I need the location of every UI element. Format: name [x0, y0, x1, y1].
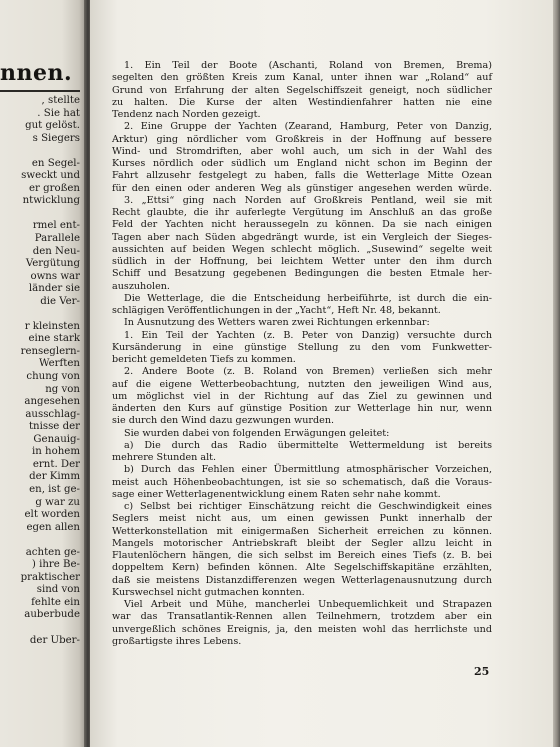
text-line: Fahrt allzusehr festgelegt zu haben, falls die Wetterlage Mitte Ozean — [112, 170, 492, 182]
text-line: Wetterkonstellation mit einigermaßen Sicherheit erreichen zu können. — [112, 525, 492, 537]
left-page-line — [0, 145, 80, 158]
text-line: Mangels motorischer Antriebskraft bleibt der Segler allzu leicht in — [112, 537, 492, 549]
left-page-line: Vergütung — [25, 258, 80, 270]
text-line: Sie wurden dabei von folgenden Erwägungen geleitet: — [124, 427, 390, 439]
text-line: Kursänderung in eine günstige Stellung zu den vom Funkwetter- — [112, 341, 492, 353]
left-page-line: sweckt und — [21, 170, 80, 182]
left-page-line: , stellte — [41, 95, 80, 106]
left-page-line: en Segel- — [31, 157, 80, 169]
left-page-line: ) ihre Be- — [31, 559, 80, 571]
left-page-line: Werften — [39, 358, 80, 370]
left-page-line: der Kimm — [29, 471, 80, 483]
left-page-line: egen allen — [26, 521, 80, 533]
text-line: 3. „Ettsi“ ging nach Norden auf Großkreis Pentland, weil sie mit — [124, 194, 492, 206]
left-page-line: Genauig- — [33, 433, 80, 445]
left-page-line: auberbude — [24, 609, 80, 621]
heading-rule — [0, 90, 80, 92]
text-line: aussichten auf beiden Wegen schlecht möglich. „Susewind“ segelte weit — [112, 243, 492, 255]
left-page-line: länder sie — [28, 283, 80, 295]
left-page-line: eine stark — [28, 333, 80, 345]
left-page-line: ausschlag- — [25, 408, 80, 420]
text-line: a) Die durch das Radio übermittelte Wettermeldung ist bereits — [124, 439, 492, 451]
text-line: Feld der Yachten nicht heraussegeln zu können. Da sie nach einigen — [112, 219, 492, 231]
left-page-line: ntwicklung — [22, 195, 80, 207]
left-page-line: ernt. Der — [32, 458, 80, 470]
text-line: In Ausnutzung des Wetters waren zwei Richtungen erkennbar: — [124, 317, 430, 329]
text-line: unvergeßlich schönes Ereignis, ja, den meisten wohl das herrlichste und — [112, 623, 492, 635]
left-page-line: s Siegers — [32, 132, 80, 144]
text-line: südlich in der Hoffnung, bei leichtem Wetter unter den ihm durch — [112, 256, 492, 267]
left-page-line: owns war — [30, 270, 80, 282]
text-line: auf die eigene Wetterbeobachtung, nutzten den jeweiligen Wind aus, — [112, 378, 492, 390]
text-line: c) Selbst bei richtiger Einschätzung reicht die Geschwindigkeit eines — [124, 501, 492, 512]
left-page-fragment — [0, 0, 88, 747]
text-line: um möglichst viel in der Richtung auf das Ziel zu gewinnen und — [112, 390, 492, 402]
left-page-line: in hohem — [31, 446, 80, 458]
text-line: Flautenlöchern hängen, die sich selbst im Bereich eines Tiefs (z. B. bei — [112, 550, 492, 561]
left-page-line: gut gelöst. — [25, 120, 80, 132]
text-line: Kurswechsel nicht gutmachen konnten. — [112, 586, 305, 598]
text-line: sie durch den Wind dazu gezwungen wurden. — [112, 415, 335, 427]
left-page-line: r kleinsten — [24, 320, 80, 332]
left-page-line: die Ver- — [40, 295, 80, 307]
text-line: auszuholen. — [112, 280, 170, 292]
text-line: daß sie meistens Distanzdifferenzen wegen Wetterlagenausnutzung durch — [112, 574, 492, 586]
body-text — [112, 60, 492, 648]
left-page-line: . Sie hat — [37, 107, 80, 119]
left-page-line: g war zu — [35, 496, 80, 508]
text-line: Arktur) ging nördlicher vom Großkreis in der Hoffnung auf bessere — [112, 133, 492, 145]
text-line: mehrere Stunden alt. — [112, 452, 217, 463]
left-page-line: praktischer — [20, 571, 80, 583]
text-line: 1. Ein Teil der Yachten (z. B. Peter von Danzig) versuchte durch — [124, 329, 492, 341]
text-line: 2. Andere Boote (z. B. Roland von Bremen) verließen sich mehr — [124, 366, 492, 378]
left-page-line — [0, 308, 80, 321]
left-page-line: chung von — [26, 371, 80, 383]
left-page-line: ng von — [45, 383, 80, 395]
text-line: Kurses nördlich oder südlich um England nicht schon im Beginn der — [112, 158, 492, 169]
text-line: war das Transatlantik-Rennen allen Teilnehmern, trotzdem aber ein — [112, 611, 492, 623]
left-page-heading: nnen. — [0, 60, 73, 86]
left-page-line — [0, 534, 80, 547]
text-line: Schiff und Besatzung gegebenen Bedingungen die besten Etmale her- — [112, 268, 492, 280]
text-line: segelten den größten Kreis zum Kanal, unter ihnen war „Roland“ auf — [112, 72, 492, 84]
text-line: großartigste ihres Lebens. — [112, 635, 242, 647]
left-page-line: renseglern- — [20, 345, 80, 357]
left-page-line: Parallele — [34, 233, 80, 245]
text-line: für den einen oder anderen Weg als günstiger angesehen werden würde. — [112, 182, 492, 194]
text-line: Die Wetterlage, die die Entscheidung herbeiführte, ist durch die ein- — [124, 292, 492, 304]
left-page-line — [0, 208, 80, 221]
left-page-line: sind von — [36, 584, 80, 596]
text-line: änderten den Kurs auf günstige Position zur Wetterlage hin nur, wenn — [112, 403, 492, 414]
text-line: schlägigen Veröffentlichungen in der „Yacht“, Heft Nr. 48, bekannt. — [112, 305, 441, 316]
left-page-line: elt worden — [24, 509, 80, 521]
text-line: Seglers meist nicht aus, um einen gewissen Punkt innerhalb der — [112, 513, 492, 525]
left-page-line: angesehen — [24, 396, 80, 408]
text-line: sage einer Wetterlagenentwicklung einem Raten sehr nahe kommt. — [112, 488, 441, 500]
text-line: Tagen aber nach Süden abgedrängt wurde, ist ein Vergleich der Sieges- — [112, 231, 492, 243]
left-page-line — [0, 622, 80, 635]
left-page-line: der Über- — [29, 634, 80, 646]
text-line: Wind- und Stromdriften, aber wohl auch, um sich in der Wahl des — [112, 145, 492, 157]
page-number: 25 — [474, 665, 490, 678]
left-page-line: den Neu- — [32, 245, 80, 257]
text-line: b) Durch das Fehlen einer Übermittlung atmosphärischer Vorzeichen, — [124, 464, 492, 476]
text-line: meist auch Höhenbeobachtungen, ist sie so schematisch, daß die Voraus- — [112, 476, 492, 488]
text-line: 1. Ein Teil der Boote (Aschanti, Roland von Bremen, Brema) — [124, 60, 492, 71]
text-line: Recht glaubte, die ihr auferlegte Vergütung im Anschluß an das große — [112, 207, 492, 218]
text-line: 2. Eine Gruppe der Yachten (Zearand, Hamburg, Peter von Danzig, — [124, 121, 492, 133]
left-page-text — [0, 95, 80, 647]
text-line: doppeltem Kern) befinden können. Alte Segelschiffskapitäne erzählten, — [112, 562, 492, 574]
text-line: Viel Arbeit und Mühe, mancherlei Unbequemlichkeit und Strapazen — [124, 599, 492, 610]
left-page-line: achten ge- — [25, 546, 80, 558]
text-line: Grund von Erfahrung der alten Segelschiffszeit geneigt, noch südlicher — [112, 84, 492, 96]
left-page-line: fehlte ein — [31, 596, 80, 608]
left-page-line: rmel ent- — [32, 220, 80, 232]
text-line: zu halten. Die Kurse der alten Westindienfahrer hatten nie eine — [112, 96, 492, 108]
left-page-line: en, ist ge- — [29, 483, 80, 495]
left-page-line: tnisse der — [28, 421, 80, 433]
page-edge-shadow — [553, 0, 560, 747]
text-line: Tendenz nach Norden gezeigt. — [112, 109, 261, 120]
left-page-line: er großen — [28, 182, 80, 194]
text-line: bericht gemeldeten Tiefs zu kommen. — [112, 354, 296, 365]
